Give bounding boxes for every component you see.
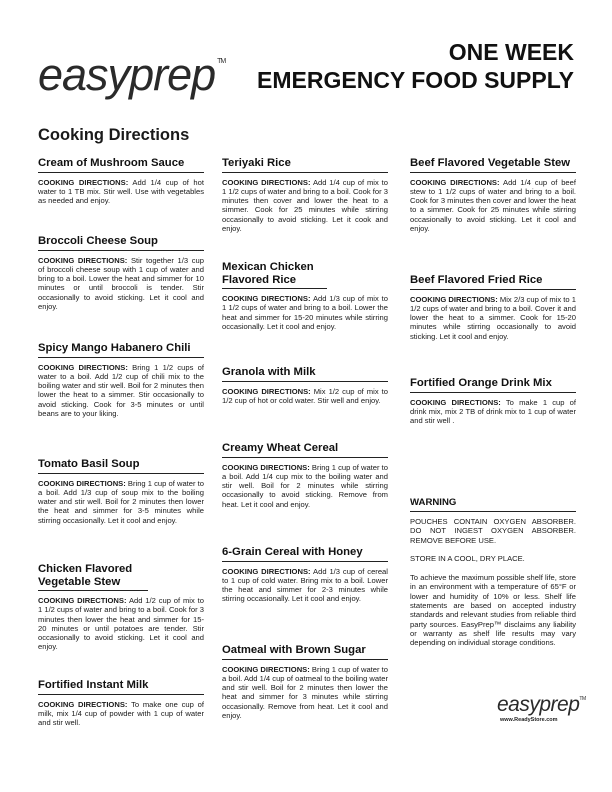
recipe-title: Spicy Mango Habanero Chili (38, 342, 204, 358)
directions-text: Bring 1 1/2 cups of water to a boil. Add 1/2 cup of chili mix to the boiling water and stir well. Boil for 2 minutes then lower the heat to a simmer. Stir occasionally to avoid sticking. Cook for 3-5 minutes or until beans are to your liking. (38, 362, 204, 418)
recipe-directions (38, 700, 204, 728)
recipe-beef-flavored-vegetable-stew (410, 157, 576, 233)
directions-label: COOKING DIRECTIONS: (410, 397, 501, 407)
directions-label: COOKING DIRECTIONS: (38, 699, 128, 709)
recipe-chicken-flavored-vegetable-stew (38, 563, 204, 652)
directions-text: Bring 1 cup of water to a boil. Add 1/4 cup of oatmeal to the boiling water and stir well. Boil for 2 minutes then lower the heat and simmer for 3 minutes while stirring occasionally. Remove from heat. Let it cool and enjoy. (222, 664, 388, 720)
recipe-title: Fortified Orange Drink Mix (410, 377, 576, 393)
recipe-title: Mexican Chicken Flavored Rice (222, 261, 327, 289)
recipe-directions (410, 178, 576, 234)
recipe-oatmeal-with-brown-sugar (222, 644, 388, 720)
directions-label: COOKING DIRECTIONS: (38, 596, 127, 605)
directions-label: COOKING DIRECTIONS: (222, 664, 310, 674)
recipe-creamy-wheat-cereal (222, 442, 388, 509)
recipe-title: Cream of Mushroom Sauce (38, 157, 204, 173)
directions-text: To make 1 cup of drink mix, mix 2 TB of drink mix to 1 cup of water and stir well . (410, 397, 576, 426)
recipe-directions (222, 294, 388, 331)
recipe-directions (38, 363, 204, 419)
footer-website-url: www.ReadyStore.com (500, 717, 558, 723)
recipe-spicy-mango-habanero-chili (38, 342, 204, 418)
recipe-tomato-basil-soup (38, 458, 204, 525)
recipe-title: Beef Flavored Vegetable Stew (410, 157, 576, 173)
directions-label: COOKING DIRECTIONS: (38, 478, 126, 488)
recipe-directions (222, 387, 388, 406)
logo-easy-text: easy (38, 49, 130, 100)
recipe-mexican-chicken-flavored-rice (222, 261, 388, 331)
recipe-directions (38, 596, 204, 652)
recipe-teriyaki-rice (222, 157, 388, 233)
recipe-title: Tomato Basil Soup (38, 458, 204, 474)
recipe-granola-with-milk (222, 366, 388, 405)
recipe-fortified-instant-milk (38, 679, 204, 727)
recipe-6-grain-cereal-with-honey (222, 546, 388, 604)
recipe-title: Broccoli Cheese Soup (38, 235, 204, 251)
logo-trademark: TM (217, 58, 226, 65)
directions-text: Add 1/4 cup of mix to 1 1/2 cups of water and bring to a boil. Cook for 3 minutes then cover and lower the heat to a simmer. Cook for 25 minutes while stirring occasionally to avoid sticking. Let it cook and enjoy. (222, 177, 388, 233)
directions-text: Add 1/4 cup of beef stew to 1 1/2 cups of water and bring to a boil. Cook for 3 minutes then cover and lower the heat to a simmer. Cook for 25 minutes while stirring occasionally to avoid sticking. Let it cool and enjoy. (410, 177, 576, 233)
directions-label: COOKING DIRECTIONS: (410, 294, 498, 304)
directions-text: Add 1/3 cup of mix to 1 1/2 cups of water and bring to a boil. Lower the heat and simmer for 15-20 minutes while stirring occasionally. Let it cool and enjoy. (222, 294, 388, 331)
recipe-directions (222, 463, 388, 509)
storage-instruction: STORE IN A COOL, DRY PLACE. (410, 553, 525, 563)
directions-label: COOKING DIRECTIONS: (38, 177, 129, 187)
directions-label: COOKING DIRECTIONS: (38, 255, 128, 265)
recipe-title: Granola with Milk (222, 366, 388, 382)
directions-label: COOKING DIRECTIONS: (222, 386, 311, 396)
directions-text: To make one cup of milk, mix 1/4 cup of powder with 1 cup of water and stir well. (38, 699, 204, 728)
recipe-title: Chicken Flavored Vegetable Stew (38, 563, 148, 591)
recipe-directions (222, 567, 388, 604)
logo-prep-text: prep (129, 49, 216, 100)
recipe-title: Teriyaki Rice (222, 157, 388, 173)
recipe-directions (38, 479, 204, 525)
shelf-life-disclaimer: To achieve the maximum possible shelf life, store in an environment with a temperature of 65°F or lower and humidity of 10% or less. Shelf life statements are based on accepted industry standards and relevant studies from reliable third party sources. EasyPrep™ disclaims any liability or warranty as shelf life results may vary depending on individual storage conditions. (410, 573, 576, 648)
directions-text: Add 1/2 cup of mix to 1 1/2 cups of water and bring to a boil. Cook for 3 minutes then lower the heat and simmer for 15-20 minutes or until potatoes are tender. Stir occasionally to avoid sticking. Let it cool and enjoy. (38, 596, 204, 652)
section-heading: Cooking Directions (38, 126, 190, 144)
directions-text: Mix 2/3 cup of mix to 1 1/2 cups of water and bring to a boil. Cover it and lower the heat to a simmer. Cook for 15-20 minutes while stirring occasionally to avoid sticking. Let it cool and enjoy. (410, 294, 576, 341)
recipe-title: Beef Flavored Fried Rice (410, 274, 576, 290)
title-line-2: EMERGENCY FOOD SUPPLY (257, 67, 574, 93)
recipe-fortified-orange-drink-mix (410, 377, 576, 425)
recipe-directions (38, 178, 204, 206)
directions-text: Bring 1 cup of water to a boil. Add 1/3 cup of soup mix to the boiling water and stir well. Boil for 2 minutes then lower the heat and simmer for 3-5 minutes while stirring occasionally. Let it cool and enjoy. (38, 478, 204, 525)
directions-text: Add 1/3 cup of cereal to 1 cup of cold water. Bring mix to a boil. Lower the heat and simmer for 2-3 minutes while stirring occasionally. Let it cool and enjoy. (222, 566, 388, 604)
recipe-directions (222, 178, 388, 234)
recipe-title: Oatmeal with Brown Sugar (222, 644, 388, 660)
recipe-cream-of-mushroom-sauce (38, 157, 204, 205)
easyprep-logo (38, 49, 226, 100)
warning-section (410, 497, 576, 657)
footer-trademark: TM (579, 696, 586, 702)
directions-text: Mix 1/2 cup of mix to 1/2 cup of hot or cold water. Stir well and enjoy. (222, 386, 388, 405)
warning-heading: WARNING (410, 497, 576, 512)
recipe-title: Creamy Wheat Cereal (222, 442, 388, 458)
directions-text: Add 1/4 cup of hot water to 1 TB mix. Stir well. Use with vegetables as needed and enjoy. (38, 177, 204, 206)
directions-label: COOKING DIRECTIONS: (410, 177, 500, 187)
footer-logo (497, 694, 586, 715)
directions-label: COOKING DIRECTIONS: (222, 566, 311, 576)
directions-text: Bring 1 cup of water to a boil. Add 1/4 cup mix to the boiling water and stir well. Boil for 2 minutes while stirring occasionally to avoid sticking. Remove from heat. Let it cool and enjoy. (222, 462, 388, 509)
footer-logo-text: easyprep (497, 693, 580, 716)
recipe-directions (38, 256, 204, 312)
directions-text: Stir together 1/3 cup of broccoli cheese soup with 1 cup of water and bring to a boil. Lower the heat and simmer for 10 minutes or until broccoli is tender. Stir occasionally to avoid sticking. Let it cool and enjoy. (38, 255, 204, 311)
directions-label: COOKING DIRECTIONS: (222, 177, 311, 187)
recipe-title: Fortified Instant Milk (38, 679, 204, 695)
recipe-directions (410, 295, 576, 341)
directions-label: COOKING DIRECTIONS: (222, 294, 311, 303)
title-line-1: ONE WEEK (448, 39, 574, 65)
recipe-broccoli-cheese-soup (38, 235, 204, 311)
directions-label: COOKING DIRECTIONS: (222, 462, 310, 472)
recipe-directions (222, 665, 388, 721)
directions-label: COOKING DIRECTIONS: (38, 362, 128, 372)
recipe-title: 6-Grain Cereal with Honey (222, 546, 388, 562)
recipe-directions (410, 398, 576, 426)
oxygen-absorber-warning: POUCHES CONTAIN OXYGEN ABSORBER. DO NOT INGEST OXYGEN ABSORBER. REMOVE BEFORE USE. (410, 517, 576, 545)
document-title (257, 38, 574, 94)
recipe-beef-flavored-fried-rice (410, 274, 576, 341)
